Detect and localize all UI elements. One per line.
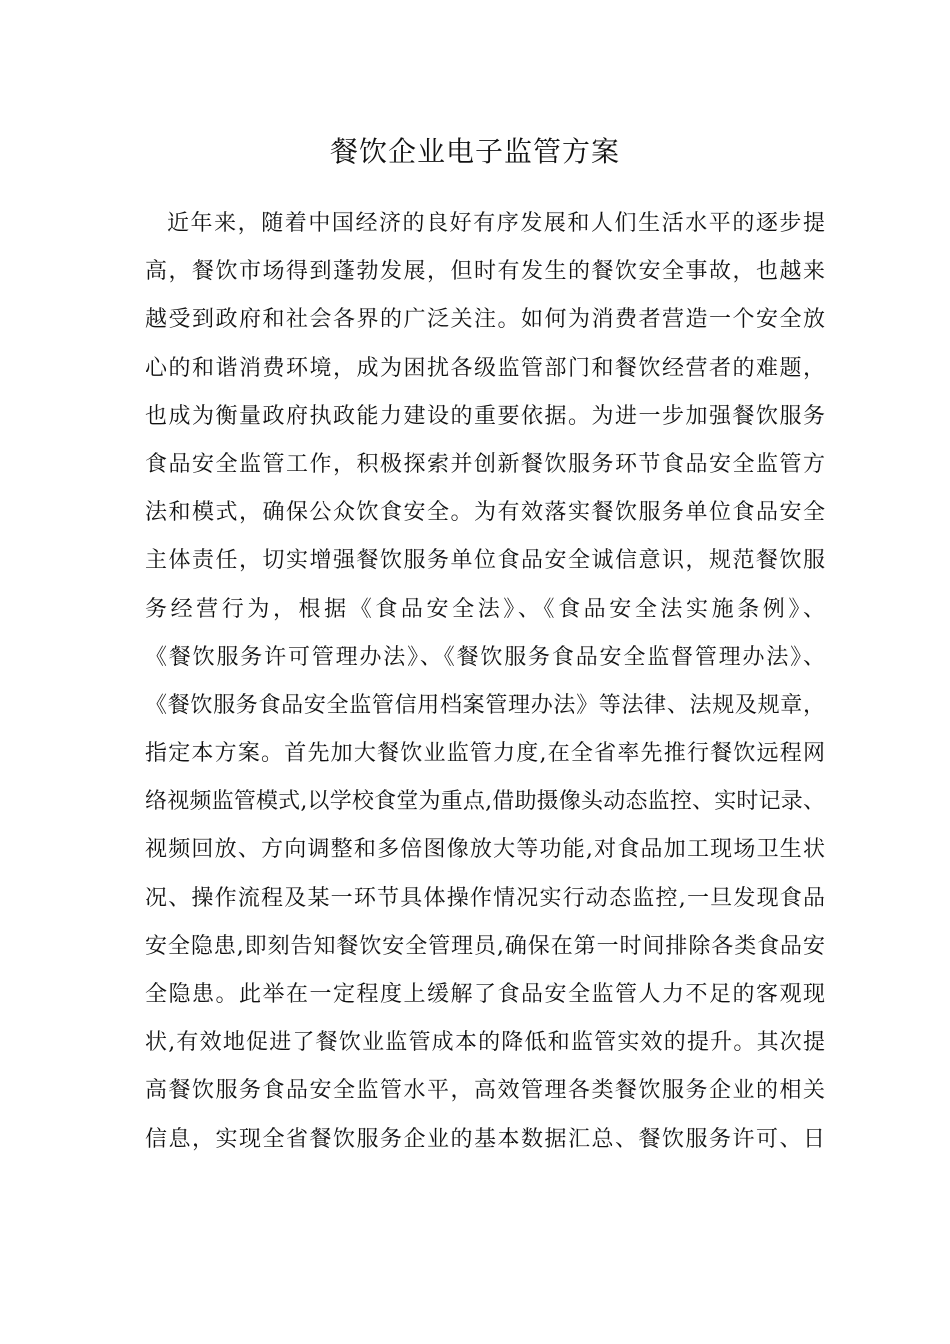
- paragraph-line: 况、操作流程及某一环节具体操作情况实行动态监控,一旦发现食品: [145, 885, 825, 911]
- paragraph-line: 近年来，随着中国经济的良好有序发展和人们生活水平的逐步提: [167, 211, 825, 236]
- paragraph-line: 主体责任，切实增强餐饮服务单位食品安全诚信意识，规范餐饮服: [145, 548, 825, 574]
- paragraph-line: 《餐饮服务食品安全监管信用档案管理办法》等法律、法规及规章，: [145, 692, 825, 718]
- document-body: [145, 200, 825, 1164]
- paragraph-line: 状,有效地促进了餐饮业监管成本的降低和监管实效的提升。其次提: [145, 1030, 825, 1056]
- paragraph-line: 高餐饮服务食品安全监管水平，高效管理各类餐饮服务企业的相关: [145, 1078, 825, 1104]
- document-title: 餐饮企业电子监管方案: [329, 135, 620, 168]
- paragraph-line: 安全隐患,即刻告知餐饮安全管理员,确保在第一时间排除各类食品安: [145, 933, 825, 959]
- paragraph-line: 法和模式，确保公众饮食安全。为有效落实餐饮服务单位食品安全: [145, 500, 825, 526]
- paragraph-line: 越受到政府和社会各界的广泛关注。如何为消费者营造一个安全放: [145, 307, 825, 333]
- paragraph-line: 视频回放、方向调整和多倍图像放大等功能,对食品加工现场卫生状: [145, 837, 825, 863]
- paragraph-line: 全隐患。此举在一定程度上缓解了食品安全监管人力不足的客观现: [145, 982, 825, 1007]
- paragraph-line: 信息，实现全省餐饮服务企业的基本数据汇总、餐饮服务许可、日: [145, 1126, 825, 1152]
- paragraph-line: 高，餐饮市场得到蓬勃发展，但时有发生的餐饮安全事故，也越来: [145, 259, 825, 285]
- paragraph-line: 务经营行为，根据《食品安全法》、《食品安全法实施条例》、: [145, 596, 825, 622]
- paragraph-line: 《餐饮服务许可管理办法》、《餐饮服务食品安全监督管理办法》、: [145, 644, 825, 670]
- paragraph-line: 络视频监管模式,以学校食堂为重点,借助摄像头动态监控、实时记录、: [145, 789, 825, 815]
- paragraph-line: 也成为衡量政府执政能力建设的重要依据。为进一步加强餐饮服务: [145, 403, 825, 429]
- paragraph-line: 食品安全监管工作，积极探索并创新餐饮服务环节食品安全监管方: [145, 451, 825, 477]
- paragraph-line: 心的和谐消费环境，成为困扰各级监管部门和餐饮经营者的难题，: [145, 355, 825, 381]
- paragraph-line: 指定本方案。首先加大餐饮业监管力度,在全省率先推行餐饮远程网: [145, 741, 825, 767]
